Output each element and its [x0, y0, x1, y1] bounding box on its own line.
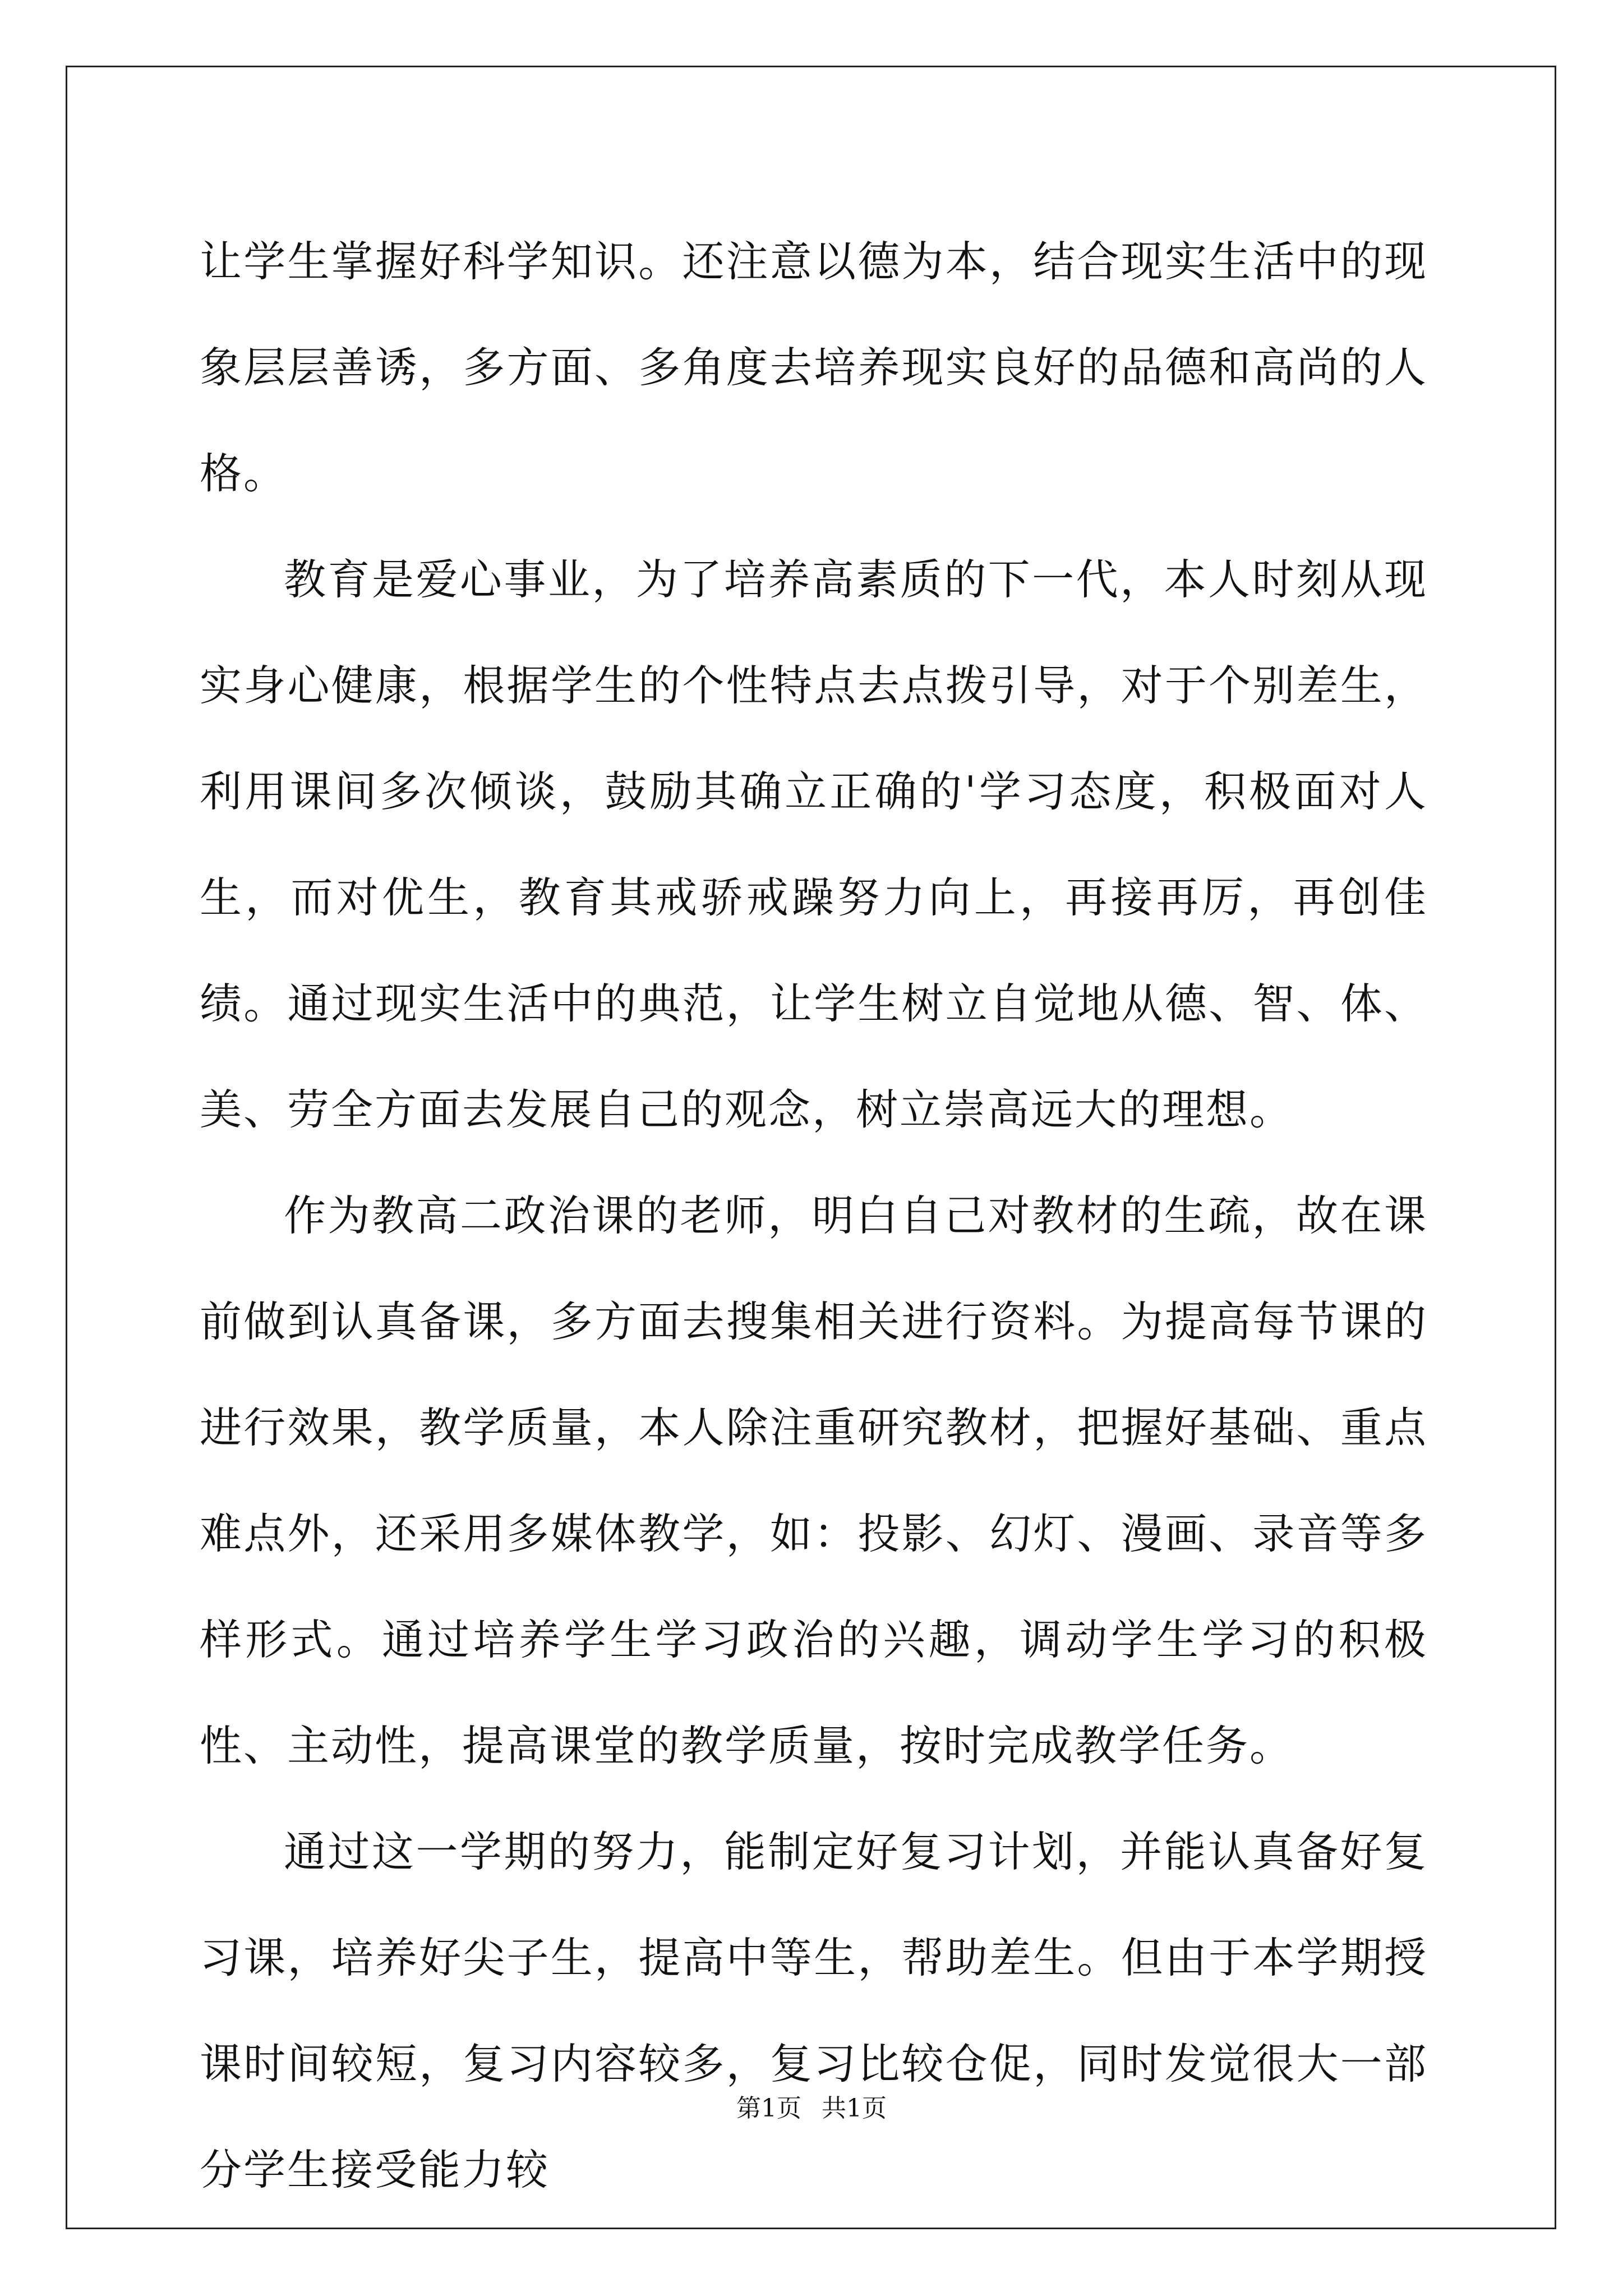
document-body — [200, 209, 1428, 2223]
page-total: 共1页 — [822, 2094, 887, 2123]
page-number: 第1页 — [736, 2094, 801, 2123]
paragraph-3: 作为教高二政治课的老师，明白自己对教材的生疏，故在课前做到认真备课，多方面去搜集相关进行资料。为提高每节课的进行效果，教学质量，本人除注重研究教材，把握好基础、重点难点外，还采用多媒体教学，如：投影、幻灯、漫画、录音等多样形式。通过培养学生学习政治的兴趣，调动学生学习的积极性、主动性，提高课堂的教学质量，按时完成教学任务。 — [200, 1191, 1428, 1770]
page-footer — [0, 2088, 1623, 2124]
paragraph-4: 通过这一学期的努力，能制定好复习计划，并能认真备好复习课，培养好尖子生，提高中等生，帮助差生。但由于本学期授课时间较短，复习内容较多，复习比较仓促，同时发觉很大一部分学生接受能力较 — [200, 1827, 1428, 2194]
paragraph-2: 教育是爱心事业，为了培养高素质的下一代，本人时刻从现实身心健康，根据学生的个性特点去点拨引导，对于个别差生，利用课间多次倾谈，鼓励其确立正确的'学习态度，积极面对人生，而对优生，教育其戒骄戒躁努力向上，再接再厉，再创佳绩。通过现实生活中的典范，让学生树立自觉地从德、智、体、美、劳全方面去发展自己的观念，树立崇高远大的理想。 — [200, 555, 1428, 1134]
paragraph-1: 让学生掌握好科学知识。还注意以德为本，结合现实生活中的现象层层善诱，多方面、多角度去培养现实良好的品德和高尚的人格。 — [200, 237, 1428, 498]
